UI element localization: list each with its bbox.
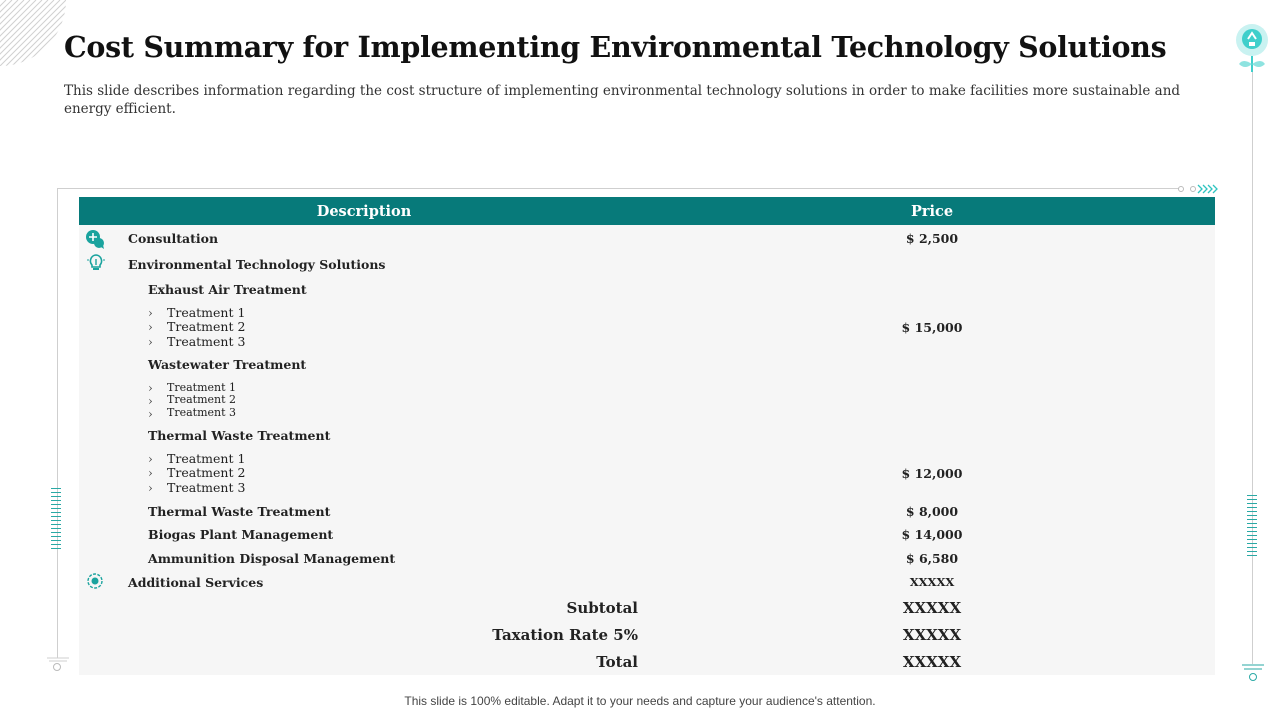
row-biogas-label: Biogas Plant Management	[148, 527, 334, 542]
subtotal-value: XXXXX	[902, 599, 962, 617]
gear-icon	[86, 572, 104, 590]
right-tick-decoration	[1247, 495, 1257, 559]
subtotal-label: Subtotal	[566, 599, 638, 617]
tax-label: Taxation Rate 5%	[492, 626, 638, 644]
wastewater-item-2: Treatment 2	[167, 393, 237, 406]
bullet-icon: ›	[148, 335, 153, 349]
frame-top-line	[57, 188, 1182, 189]
table-header	[79, 197, 1215, 225]
page-title: Cost Summary for Implementing Environmental Technology Solutions	[64, 30, 1167, 64]
bullet-icon: ›	[148, 394, 153, 408]
header-description: Description	[316, 203, 412, 220]
total-label: Total	[596, 653, 638, 671]
bullet-icon: ›	[148, 320, 153, 334]
thermal1-item-2: Treatment 2	[167, 465, 246, 480]
row-ammunition-price: $ 6,580	[905, 551, 959, 566]
bullet-icon: ›	[148, 407, 153, 421]
corner-hatch-decoration	[0, 0, 66, 68]
chat-bubbles-icon	[85, 229, 105, 249]
row-thermal2-label: Thermal Waste Treatment	[148, 504, 331, 519]
lightbulb-plant-icon	[1233, 22, 1271, 72]
lightbulb-icon	[86, 253, 106, 273]
left-tick-decoration	[51, 488, 61, 552]
row-env-tech-label: Environmental Technology Solutions	[128, 257, 386, 272]
frame-left-line	[57, 188, 58, 658]
row-exhaust-label: Exhaust Air Treatment	[148, 282, 307, 297]
footer-note: This slide is 100% editable. Adapt it to your needs and capture your audience's attention.	[404, 694, 876, 708]
row-ammunition-label: Ammunition Disposal Management	[148, 551, 396, 566]
bullet-icon: ›	[148, 466, 153, 480]
bullet-icon: ›	[148, 481, 153, 495]
thermal1-item-3: Treatment 3	[167, 480, 246, 495]
wastewater-item-3: Treatment 3	[167, 406, 237, 419]
row-consultation-label: Consultation	[128, 231, 219, 246]
row-consultation-price: $ 2,500	[905, 231, 959, 246]
row-thermal2-price: $ 8,000	[905, 504, 959, 519]
decorative-arrows-icon	[1176, 183, 1218, 195]
thermal1-item-1: Treatment 1	[167, 451, 246, 466]
bullet-icon: ›	[148, 452, 153, 466]
exhaust-item-3: Treatment 3	[167, 334, 246, 349]
left-ground-decoration	[45, 656, 71, 674]
row-thermal1-label: Thermal Waste Treatment	[148, 428, 331, 443]
right-ground-decoration	[1240, 663, 1266, 683]
row-thermal1-price: $ 12,000	[901, 466, 963, 481]
row-additional-price: XXXXX	[909, 575, 955, 589]
row-biogas-price: $ 14,000	[901, 527, 963, 542]
tax-value: XXXXX	[902, 626, 962, 644]
total-value: XXXXX	[902, 653, 962, 671]
exhaust-item-1: Treatment 1	[167, 305, 246, 320]
page-subtitle: This slide describes information regarding the cost structure of implementing environmental technology solutions in order to make facilities more sustainable and energy efficient.	[64, 83, 1181, 117]
bullet-icon: ›	[148, 306, 153, 320]
row-exhaust-price: $ 15,000	[901, 320, 963, 335]
row-wastewater-label: Wastewater Treatment	[148, 357, 307, 372]
header-price: Price	[910, 203, 954, 220]
exhaust-item-2: Treatment 2	[167, 319, 246, 334]
wastewater-item-1: Treatment 1	[167, 381, 237, 394]
bullet-icon: ›	[148, 381, 153, 395]
right-vertical-line	[1252, 72, 1253, 664]
row-additional-label: Additional Services	[128, 575, 264, 590]
